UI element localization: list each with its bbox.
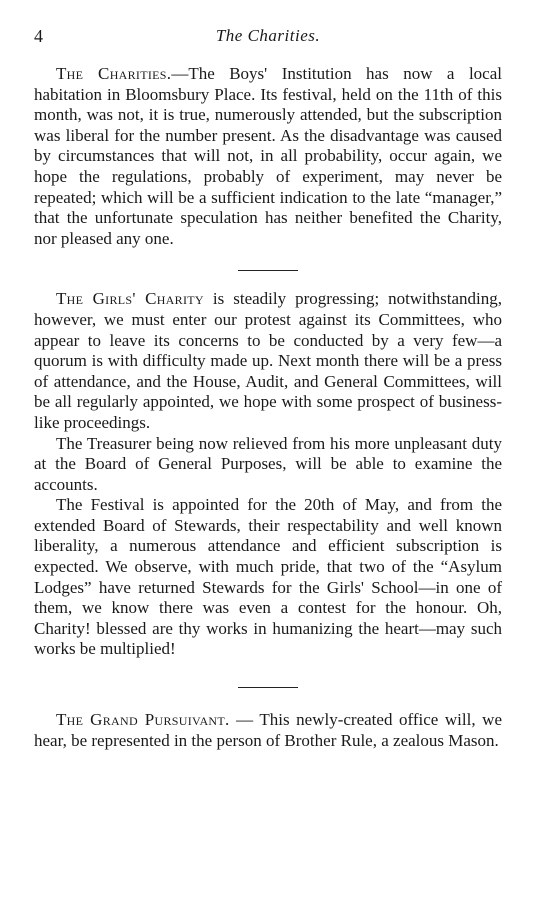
paragraph-festival: The Festival is appointed for the 20th of May, and from the extended Board of Stewards, their respectability and well known liberality, a numerous attendance and efficient subscription is expected. We observe, with much pride, that two of the “Asylum Lodges” have returned Stewards for the Girls' School—in one of them, we know there was even a contest for the honour. Oh, Charity! blessed are thy works in humanizing the heart—may such works be multiplied! — [34, 495, 502, 659]
running-title: The Charities. — [215, 26, 321, 45]
section-divider — [238, 270, 298, 271]
section-the-charities — [34, 64, 502, 249]
section-grand-pursuivant — [34, 710, 502, 751]
section-girls-charity — [34, 289, 502, 660]
paragraph-text: — This newly-created office will, we hear, be represented in the person of Brother Rule, a zealous Mason. — [34, 710, 502, 750]
paragraph-grand-pursuivant — [34, 710, 502, 751]
page-header — [34, 26, 502, 52]
paragraph-girls-charity — [34, 289, 502, 433]
section-divider — [238, 687, 298, 688]
book-page — [34, 26, 502, 751]
paragraph-boys-institution — [34, 64, 502, 249]
page-number: 4 — [34, 26, 43, 46]
paragraph-lead: The Charities. — [56, 64, 172, 83]
paragraph-treasurer: The Treasurer being now relieved from his more unpleasant duty at the Board of General Purposes, will be able to examine the accounts. — [34, 433, 502, 494]
paragraph-text: —The Boys' Institution has now a local habitation in Bloomsbury Place. Its festival, held on the 11th of this month, was not, it is true, numerously attended, but the subscription was liberal for the number present. As the disadvantage was caused by circumstances that will not, in all probability, occur again, we hope the regulations, probably of experiment, may never be repeated; which will be a sufficient indication to the late “manager,” that the unfortunate speculation has neither benefited the Charity, nor pleased any one. — [34, 64, 502, 248]
paragraph-text: is steadily progressing; notwithstanding, however, we must enter our protest against its Committees, who appear to leave its concerns to be conducted by a very few—a quorum is with difficulty made up. Next month there will be a press of attendance, and the House, Audit, and General Committees, will be all regularly appointed, we hope with some prospect of business-like proceedings. — [34, 289, 502, 432]
paragraph-lead: The Girls' Charity — [56, 289, 204, 309]
paragraph-lead: The Grand Pursuivant. — [56, 710, 230, 730]
